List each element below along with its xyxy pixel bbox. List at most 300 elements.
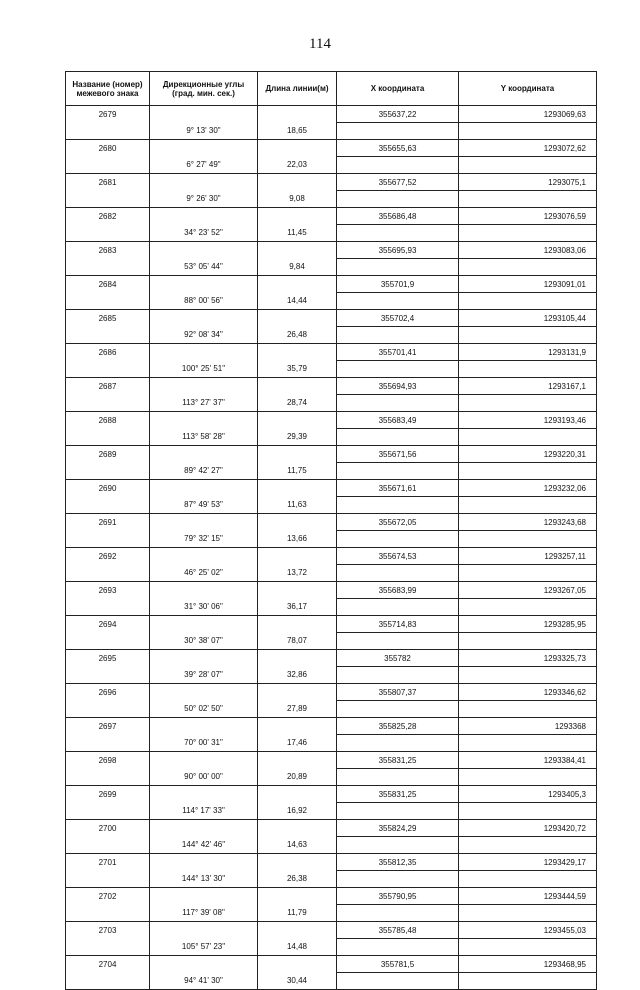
- header-name: Название (номер) межевого знака: [66, 72, 150, 106]
- point-name: 2681: [66, 174, 150, 191]
- x-empty: [337, 565, 459, 582]
- table-row: [66, 191, 597, 208]
- length-empty: [258, 208, 337, 225]
- name-empty: [66, 191, 150, 208]
- name-empty: [66, 429, 150, 446]
- point-name: 2679: [66, 106, 150, 123]
- angle-empty: [150, 140, 258, 157]
- x-empty: [337, 599, 459, 616]
- line-length: 16,92: [258, 803, 337, 820]
- x-coordinate: 355671,56: [337, 446, 459, 463]
- x-coordinate: 355714,83: [337, 616, 459, 633]
- name-empty: [66, 871, 150, 888]
- point-name: 2698: [66, 752, 150, 769]
- y-empty: [459, 735, 597, 752]
- name-empty: [66, 259, 150, 276]
- table-row: [66, 973, 597, 990]
- table-row: [66, 718, 597, 735]
- angle-empty: [150, 514, 258, 531]
- point-name: 2685: [66, 310, 150, 327]
- y-empty: [459, 837, 597, 854]
- table-row: [66, 361, 597, 378]
- x-empty: [337, 123, 459, 140]
- y-coordinate: 1293075,1: [459, 174, 597, 191]
- table-row: [66, 378, 597, 395]
- line-length: 32,86: [258, 667, 337, 684]
- y-empty: [459, 973, 597, 990]
- table-row: [66, 208, 597, 225]
- direction-angle: 113° 58' 28": [150, 429, 258, 446]
- y-empty: [459, 905, 597, 922]
- x-coordinate: 355655,63: [337, 140, 459, 157]
- line-length: 11,79: [258, 905, 337, 922]
- length-empty: [258, 956, 337, 973]
- point-name: 2703: [66, 922, 150, 939]
- table-row: [66, 905, 597, 922]
- length-empty: [258, 548, 337, 565]
- length-empty: [258, 378, 337, 395]
- angle-empty: [150, 786, 258, 803]
- x-coordinate: 355825,28: [337, 718, 459, 735]
- table-row: [66, 531, 597, 548]
- table-row: [66, 446, 597, 463]
- table-row: [66, 684, 597, 701]
- x-empty: [337, 191, 459, 208]
- x-empty: [337, 701, 459, 718]
- x-empty: [337, 395, 459, 412]
- name-empty: [66, 123, 150, 140]
- x-coordinate: 355831,25: [337, 752, 459, 769]
- table-row: [66, 514, 597, 531]
- header-angle: Дирекционные углы (град. мин. сек.): [150, 72, 258, 106]
- y-empty: [459, 939, 597, 956]
- table-row: [66, 497, 597, 514]
- line-length: 9,08: [258, 191, 337, 208]
- direction-angle: 50° 02' 50": [150, 701, 258, 718]
- x-coordinate: 355695,93: [337, 242, 459, 259]
- line-length: 20,89: [258, 769, 337, 786]
- line-length: 14,44: [258, 293, 337, 310]
- y-empty: [459, 565, 597, 582]
- line-length: 36,17: [258, 599, 337, 616]
- point-name: 2693: [66, 582, 150, 599]
- x-coordinate: 355683,99: [337, 582, 459, 599]
- line-length: 30,44: [258, 973, 337, 990]
- table-row: [66, 599, 597, 616]
- angle-empty: [150, 684, 258, 701]
- direction-angle: 79° 32' 15": [150, 531, 258, 548]
- length-empty: [258, 480, 337, 497]
- y-empty: [459, 871, 597, 888]
- point-name: 2680: [66, 140, 150, 157]
- name-empty: [66, 973, 150, 990]
- name-empty: [66, 939, 150, 956]
- x-coordinate: 355781,5: [337, 956, 459, 973]
- point-name: 2702: [66, 888, 150, 905]
- x-coordinate: 355785,48: [337, 922, 459, 939]
- length-empty: [258, 684, 337, 701]
- direction-angle: 87° 49' 53": [150, 497, 258, 514]
- y-empty: [459, 293, 597, 310]
- y-coordinate: 1293243,68: [459, 514, 597, 531]
- table-row: [66, 463, 597, 480]
- header-y: Y координата: [459, 72, 597, 106]
- point-name: 2688: [66, 412, 150, 429]
- y-coordinate: 1293131,9: [459, 344, 597, 361]
- name-empty: [66, 905, 150, 922]
- y-coordinate: 1293091,01: [459, 276, 597, 293]
- y-coordinate: 1293193,46: [459, 412, 597, 429]
- length-empty: [258, 344, 337, 361]
- table-row: [66, 344, 597, 361]
- table-body: [66, 106, 597, 990]
- y-empty: [459, 429, 597, 446]
- name-empty: [66, 157, 150, 174]
- name-empty: [66, 361, 150, 378]
- y-coordinate: 1293257,11: [459, 548, 597, 565]
- name-empty: [66, 701, 150, 718]
- x-coordinate: 355677,52: [337, 174, 459, 191]
- y-coordinate: 1293468,95: [459, 956, 597, 973]
- coordinates-table: [65, 71, 597, 990]
- table-row: [66, 616, 597, 633]
- table-row: [66, 548, 597, 565]
- length-empty: [258, 310, 337, 327]
- length-empty: [258, 922, 337, 939]
- line-length: 29,39: [258, 429, 337, 446]
- x-empty: [337, 871, 459, 888]
- y-coordinate: 1293267,05: [459, 582, 597, 599]
- table-row: [66, 565, 597, 582]
- length-empty: [258, 616, 337, 633]
- line-length: 14,48: [258, 939, 337, 956]
- length-empty: [258, 514, 337, 531]
- name-empty: [66, 599, 150, 616]
- y-coordinate: 1293346,62: [459, 684, 597, 701]
- x-coordinate: 355790,95: [337, 888, 459, 905]
- x-coordinate: 355812,35: [337, 854, 459, 871]
- angle-empty: [150, 854, 258, 871]
- y-empty: [459, 633, 597, 650]
- line-length: 22,03: [258, 157, 337, 174]
- direction-angle: 34° 23' 52": [150, 225, 258, 242]
- y-empty: [459, 327, 597, 344]
- direction-angle: 53° 05' 44": [150, 259, 258, 276]
- table-row: [66, 480, 597, 497]
- angle-empty: [150, 310, 258, 327]
- x-coordinate: 355694,93: [337, 378, 459, 395]
- name-empty: [66, 293, 150, 310]
- x-coordinate: 355671,61: [337, 480, 459, 497]
- point-name: 2696: [66, 684, 150, 701]
- angle-empty: [150, 106, 258, 123]
- line-length: 26,38: [258, 871, 337, 888]
- x-empty: [337, 769, 459, 786]
- y-empty: [459, 463, 597, 480]
- table-row: [66, 293, 597, 310]
- y-empty: [459, 599, 597, 616]
- x-empty: [337, 157, 459, 174]
- direction-angle: 6° 27' 49": [150, 157, 258, 174]
- table-row: [66, 259, 597, 276]
- y-coordinate: 1293368: [459, 718, 597, 735]
- angle-empty: [150, 378, 258, 395]
- y-coordinate: 1293420,72: [459, 820, 597, 837]
- x-coordinate: 355701,9: [337, 276, 459, 293]
- y-coordinate: 1293167,1: [459, 378, 597, 395]
- point-name: 2695: [66, 650, 150, 667]
- line-length: 11,63: [258, 497, 337, 514]
- table-row: [66, 735, 597, 752]
- point-name: 2697: [66, 718, 150, 735]
- x-empty: [337, 463, 459, 480]
- table-row: [66, 939, 597, 956]
- line-length: 78,07: [258, 633, 337, 650]
- table-header-row: [66, 72, 597, 106]
- x-empty: [337, 837, 459, 854]
- x-empty: [337, 973, 459, 990]
- y-empty: [459, 123, 597, 140]
- table-row: [66, 871, 597, 888]
- length-empty: [258, 276, 337, 293]
- point-name: 2691: [66, 514, 150, 531]
- y-coordinate: 1293105,44: [459, 310, 597, 327]
- line-length: 28,74: [258, 395, 337, 412]
- direction-angle: 94° 41' 30": [150, 973, 258, 990]
- x-empty: [337, 633, 459, 650]
- y-coordinate: 1293429,17: [459, 854, 597, 871]
- angle-empty: [150, 922, 258, 939]
- table-row: [66, 888, 597, 905]
- table-row: [66, 769, 597, 786]
- line-length: 18,65: [258, 123, 337, 140]
- y-coordinate: 1293444,59: [459, 888, 597, 905]
- table-row: [66, 956, 597, 973]
- line-length: 9,84: [258, 259, 337, 276]
- name-empty: [66, 735, 150, 752]
- table-row: [66, 429, 597, 446]
- point-name: 2683: [66, 242, 150, 259]
- y-empty: [459, 701, 597, 718]
- point-name: 2689: [66, 446, 150, 463]
- angle-empty: [150, 174, 258, 191]
- x-coordinate: 355674,53: [337, 548, 459, 565]
- y-coordinate: 1293384,41: [459, 752, 597, 769]
- name-empty: [66, 769, 150, 786]
- x-empty: [337, 905, 459, 922]
- y-coordinate: 1293069,63: [459, 106, 597, 123]
- angle-empty: [150, 242, 258, 259]
- angle-empty: [150, 820, 258, 837]
- x-empty: [337, 293, 459, 310]
- x-coordinate: 355702,4: [337, 310, 459, 327]
- y-coordinate: 1293220,31: [459, 446, 597, 463]
- length-empty: [258, 446, 337, 463]
- direction-angle: 89° 42' 27": [150, 463, 258, 480]
- length-empty: [258, 854, 337, 871]
- table-row: [66, 786, 597, 803]
- table-row: [66, 242, 597, 259]
- name-empty: [66, 837, 150, 854]
- line-length: 14,63: [258, 837, 337, 854]
- point-name: 2704: [66, 956, 150, 973]
- direction-angle: 105° 57' 23": [150, 939, 258, 956]
- line-length: 13,72: [258, 565, 337, 582]
- y-coordinate: 1293232,06: [459, 480, 597, 497]
- y-empty: [459, 225, 597, 242]
- angle-empty: [150, 616, 258, 633]
- direction-angle: 9° 13' 30": [150, 123, 258, 140]
- line-length: 35,79: [258, 361, 337, 378]
- point-name: 2690: [66, 480, 150, 497]
- name-empty: [66, 463, 150, 480]
- angle-empty: [150, 582, 258, 599]
- page-number: 114: [309, 36, 331, 52]
- angle-empty: [150, 412, 258, 429]
- x-coordinate: 355831,25: [337, 786, 459, 803]
- angle-empty: [150, 446, 258, 463]
- table-row: [66, 174, 597, 191]
- angle-empty: [150, 650, 258, 667]
- y-empty: [459, 157, 597, 174]
- name-empty: [66, 667, 150, 684]
- y-coordinate: 1293076,59: [459, 208, 597, 225]
- table-row: [66, 225, 597, 242]
- name-empty: [66, 633, 150, 650]
- y-empty: [459, 667, 597, 684]
- length-empty: [258, 582, 337, 599]
- point-name: 2699: [66, 786, 150, 803]
- y-empty: [459, 769, 597, 786]
- direction-angle: 9° 26' 30": [150, 191, 258, 208]
- x-coordinate: 355683,49: [337, 412, 459, 429]
- y-empty: [459, 497, 597, 514]
- name-empty: [66, 395, 150, 412]
- x-coordinate: 355637,22: [337, 106, 459, 123]
- length-empty: [258, 718, 337, 735]
- point-name: 2687: [66, 378, 150, 395]
- x-empty: [337, 531, 459, 548]
- name-empty: [66, 803, 150, 820]
- point-name: 2700: [66, 820, 150, 837]
- direction-angle: 46° 25' 02": [150, 565, 258, 582]
- line-length: 11,75: [258, 463, 337, 480]
- y-coordinate: 1293325,73: [459, 650, 597, 667]
- direction-angle: 88° 00' 56": [150, 293, 258, 310]
- table-row: [66, 837, 597, 854]
- y-coordinate: 1293072,62: [459, 140, 597, 157]
- table-row: [66, 412, 597, 429]
- name-empty: [66, 531, 150, 548]
- table-row: [66, 820, 597, 837]
- angle-empty: [150, 548, 258, 565]
- table-row: [66, 395, 597, 412]
- x-coordinate: 355672,05: [337, 514, 459, 531]
- header-length: Длина линии(м): [258, 72, 337, 106]
- point-name: 2701: [66, 854, 150, 871]
- x-empty: [337, 497, 459, 514]
- line-length: 17,46: [258, 735, 337, 752]
- table-row: [66, 106, 597, 123]
- y-empty: [459, 531, 597, 548]
- point-name: 2682: [66, 208, 150, 225]
- header-x: X координата: [337, 72, 459, 106]
- x-coordinate: 355807,37: [337, 684, 459, 701]
- name-empty: [66, 497, 150, 514]
- x-empty: [337, 939, 459, 956]
- direction-angle: 144° 42' 46": [150, 837, 258, 854]
- x-empty: [337, 361, 459, 378]
- table-row: [66, 922, 597, 939]
- table-row: [66, 123, 597, 140]
- length-empty: [258, 140, 337, 157]
- table-row: [66, 140, 597, 157]
- line-length: 11,45: [258, 225, 337, 242]
- name-empty: [66, 225, 150, 242]
- length-empty: [258, 786, 337, 803]
- angle-empty: [150, 276, 258, 293]
- direction-angle: 39° 28' 07": [150, 667, 258, 684]
- line-length: 26,48: [258, 327, 337, 344]
- y-coordinate: 1293285,95: [459, 616, 597, 633]
- direction-angle: 114° 17' 33": [150, 803, 258, 820]
- line-length: 27,89: [258, 701, 337, 718]
- y-empty: [459, 259, 597, 276]
- table-row: [66, 633, 597, 650]
- x-empty: [337, 803, 459, 820]
- x-empty: [337, 259, 459, 276]
- x-empty: [337, 735, 459, 752]
- point-name: 2694: [66, 616, 150, 633]
- y-empty: [459, 395, 597, 412]
- length-empty: [258, 242, 337, 259]
- table-row: [66, 327, 597, 344]
- y-coordinate: 1293455,03: [459, 922, 597, 939]
- length-empty: [258, 650, 337, 667]
- y-empty: [459, 361, 597, 378]
- table-row: [66, 582, 597, 599]
- table-row: [66, 310, 597, 327]
- x-empty: [337, 225, 459, 242]
- x-coordinate: 355701,41: [337, 344, 459, 361]
- table-row: [66, 650, 597, 667]
- length-empty: [258, 888, 337, 905]
- x-empty: [337, 429, 459, 446]
- name-empty: [66, 565, 150, 582]
- table-row: [66, 157, 597, 174]
- x-coordinate: 355686,48: [337, 208, 459, 225]
- y-empty: [459, 191, 597, 208]
- x-coordinate: 355782: [337, 650, 459, 667]
- angle-empty: [150, 956, 258, 973]
- direction-angle: 144° 13' 30": [150, 871, 258, 888]
- y-coordinate: 1293083,06: [459, 242, 597, 259]
- table-row: [66, 701, 597, 718]
- table-row: [66, 752, 597, 769]
- line-length: 13,66: [258, 531, 337, 548]
- x-empty: [337, 327, 459, 344]
- direction-angle: 92° 08' 34": [150, 327, 258, 344]
- angle-empty: [150, 888, 258, 905]
- table-row: [66, 803, 597, 820]
- direction-angle: 30° 38' 07": [150, 633, 258, 650]
- point-name: 2692: [66, 548, 150, 565]
- length-empty: [258, 412, 337, 429]
- angle-empty: [150, 752, 258, 769]
- length-empty: [258, 174, 337, 191]
- point-name: 2686: [66, 344, 150, 361]
- direction-angle: 100° 25' 51": [150, 361, 258, 378]
